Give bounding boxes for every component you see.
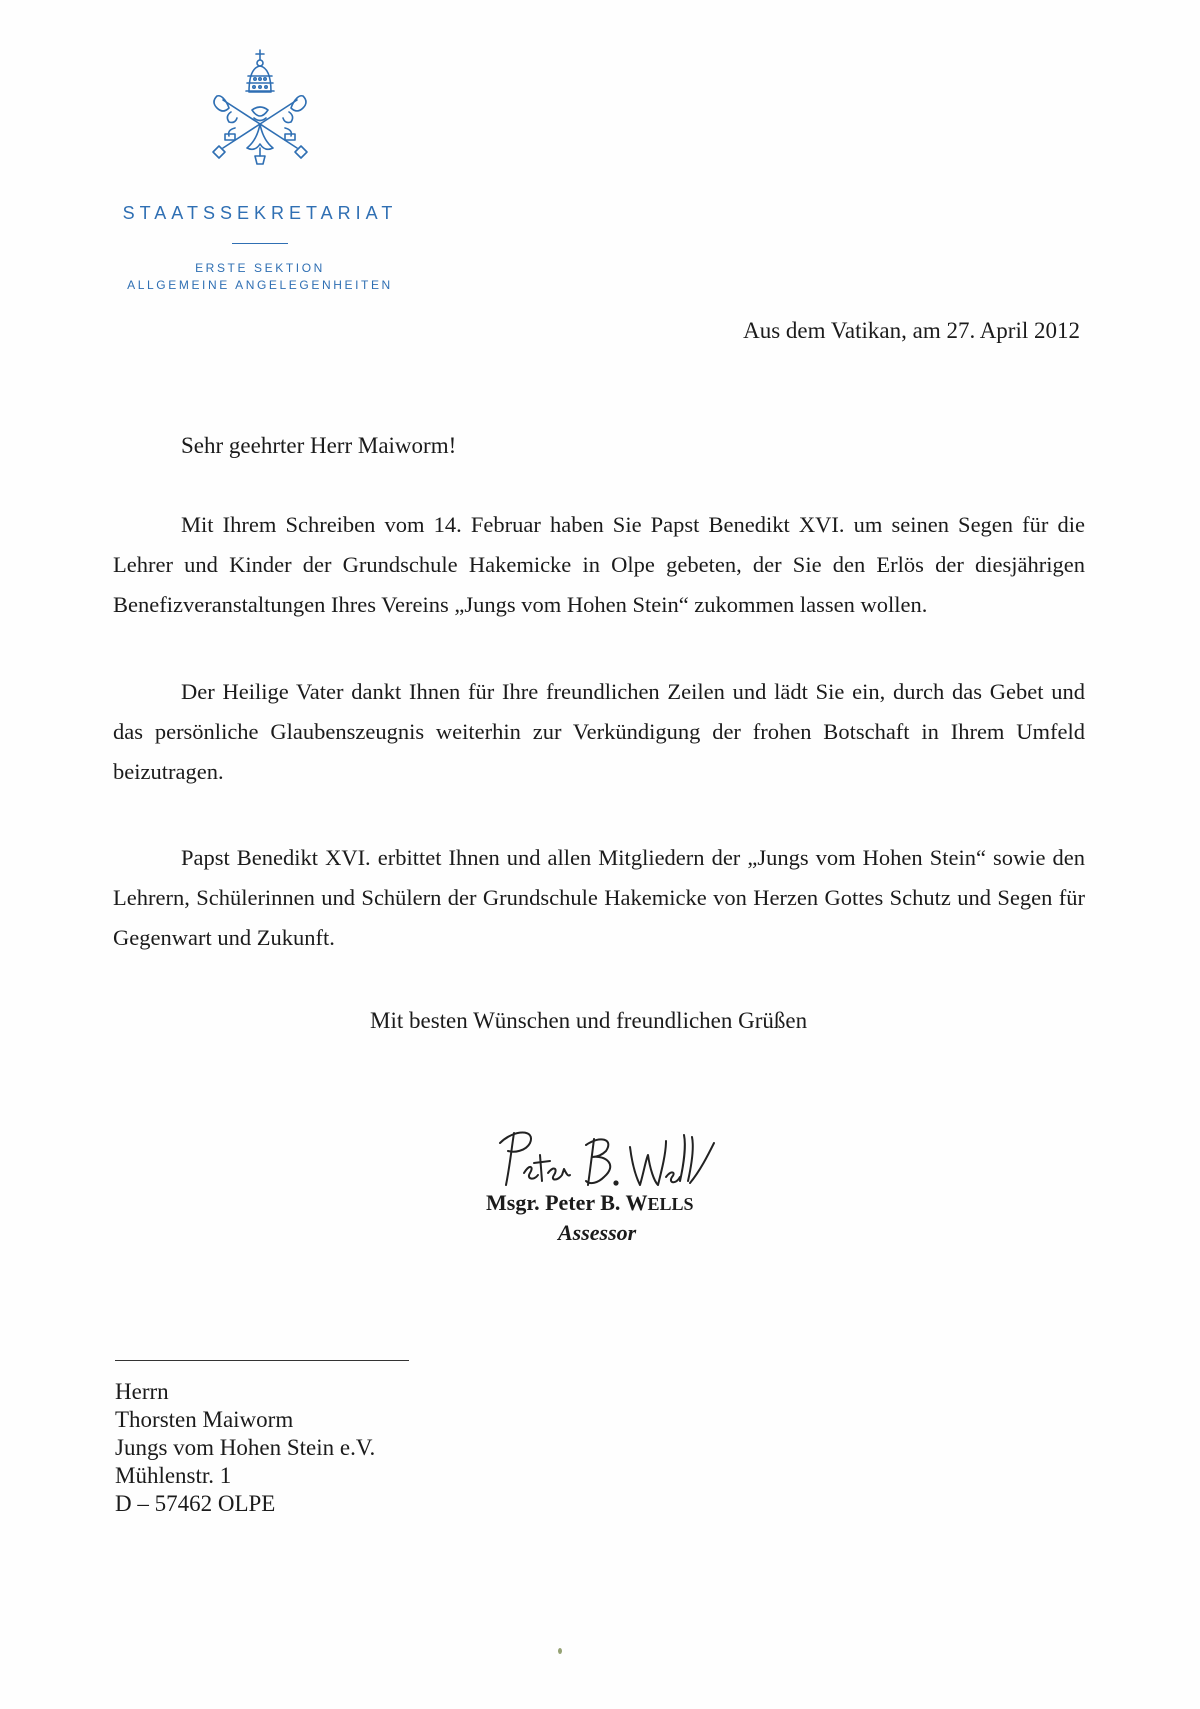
address-line: D – 57462 OLPE bbox=[115, 1491, 276, 1516]
address-line: Herrn bbox=[115, 1379, 169, 1404]
paper-speck bbox=[558, 1648, 562, 1654]
address-divider bbox=[115, 1360, 409, 1361]
letter-closing: Mit besten Wünschen und freundlichen Grüßen bbox=[370, 1008, 808, 1033]
letterhead-section: ERSTE SEKTION bbox=[195, 261, 325, 275]
letter-paragraph: Mit Ihrem Schreiben vom 14. Februar haben Sie Papst Benedikt XVI. um seinen Segen für die Lehrer und Kinder der Grundschule Hakemicke in Olpe gebeten, der Sie den Erlös der diesjährigen Benefizveranstaltungen Ihres Vereins „Jungs vom Hohen Stein“ zukommen lassen wollen. bbox=[113, 512, 1085, 617]
letterhead-department: ALLGEMEINE ANGELEGENHEITEN bbox=[127, 278, 393, 292]
papal-coat-of-arms-icon bbox=[205, 48, 315, 168]
signer-name-main: Msgr. Peter B. W bbox=[486, 1190, 648, 1215]
letterhead-divider bbox=[232, 243, 288, 244]
address-line: Jungs vom Hohen Stein e.V. bbox=[115, 1435, 376, 1460]
address-line: Mühlenstr. 1 bbox=[115, 1463, 232, 1488]
signer-name-smallcaps: ELLS bbox=[647, 1194, 694, 1214]
letter-paragraph: Der Heilige Vater dankt Ihnen für Ihre freundlichen Zeilen und lädt Sie ein, durch das Gebet und das persönliche Glaubenszeugnis weiterhin zur Verkündigung der frohen Botschaft in Ihrem Umfeld beizutragen. bbox=[113, 679, 1085, 784]
letter-greeting: Sehr geehrter Herr Maiworm! bbox=[181, 433, 457, 458]
address-line: Thorsten Maiworm bbox=[115, 1407, 294, 1432]
letterhead bbox=[100, 48, 420, 293]
recipient-address bbox=[115, 1378, 375, 1518]
letter-date: Aus dem Vatikan, am 27. April 2012 bbox=[743, 318, 1080, 343]
signer-title: Assessor bbox=[558, 1220, 637, 1245]
letterhead-office: STAATSSEKRETARIAT bbox=[122, 203, 398, 223]
signer-name bbox=[486, 1190, 694, 1216]
letter-paragraph: Papst Benedikt XVI. erbittet Ihnen und allen Mitgliedern der „Jungs vom Hohen Stein“ sowie den Lehrern, Schülerinnen und Schülern der Grundschule Hakemicke von Herzen Gottes Schutz und Segen für Gegenwart und Zukunft. bbox=[113, 845, 1085, 950]
